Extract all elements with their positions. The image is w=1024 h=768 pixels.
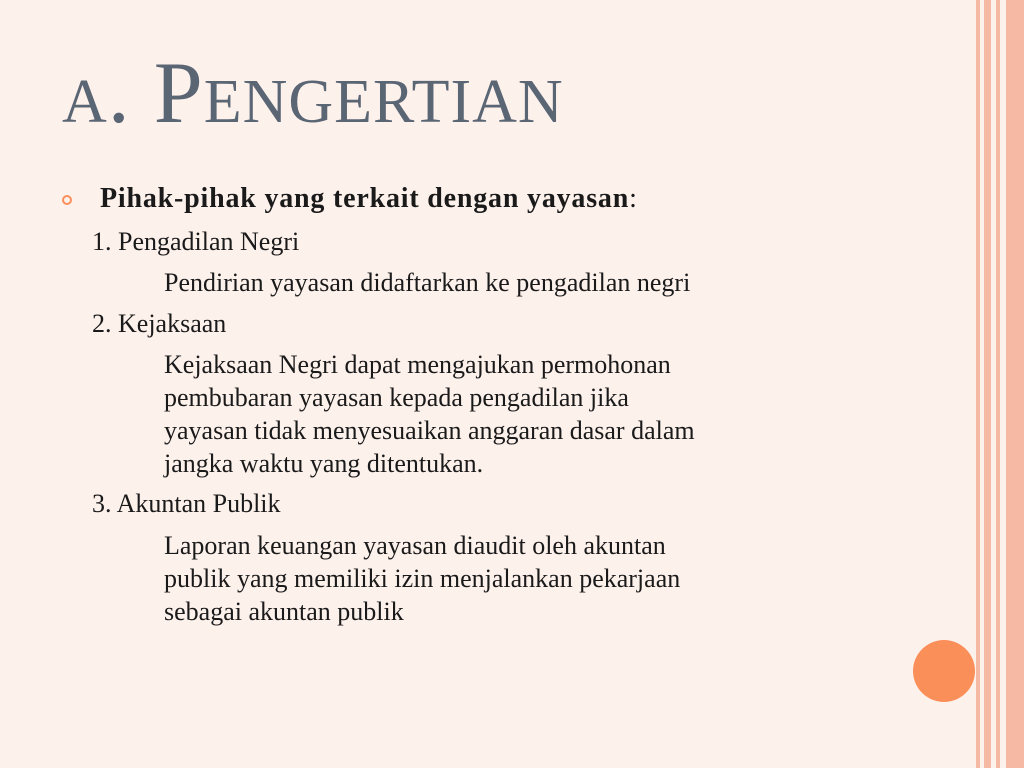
item-title-pengadilan: 1. Pengadilan Negri [92, 227, 300, 256]
right-edge-stripes [976, 0, 1024, 768]
bullet-intro-bold: Pihak-pihak yang terkait dengan yayasan [100, 183, 630, 214]
item-desc-line: Kejaksaan Negri dapat mengajukan permohonan [164, 350, 671, 379]
item-desc-line: Pendirian yayasan didaftarkan ke pengadilan negri [164, 268, 691, 297]
item-title-akuntan: 3. Akuntan Publik [92, 489, 281, 518]
decorative-circle [913, 640, 975, 702]
item-desc-line: sebagai akuntan publik [164, 597, 404, 626]
slide-title: a. Pengertian [62, 45, 564, 142]
item-desc-line: jangka waktu yang ditentukan. [164, 449, 484, 478]
bullet-circle-icon [62, 195, 72, 205]
item-desc-line: Laporan keuangan yayasan diaudit oleh akuntan [164, 531, 666, 560]
item-desc-line: yayasan tidak menyesuaikan anggaran dasar dalam [164, 416, 695, 445]
bullet-intro-colon: : [629, 183, 638, 214]
bullet-intro [100, 182, 638, 216]
item-title-kejaksaan: 2. Kejaksaan [92, 309, 227, 338]
item-desc-line: pembubaran yayasan kepada pengadilan jika [164, 383, 629, 412]
item-desc-line: publik yang memiliki izin menjalankan pekarjaan [164, 564, 681, 593]
